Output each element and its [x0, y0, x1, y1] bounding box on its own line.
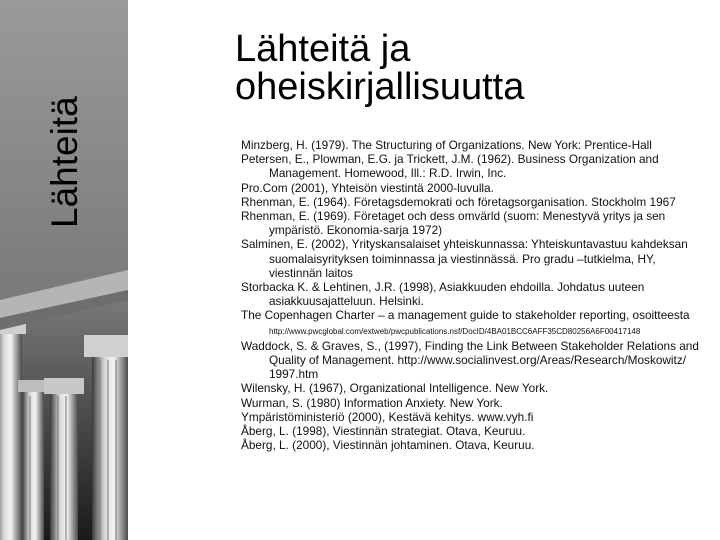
reference-item: Storbacka K. & Lehtinen, J.R. (1998), Asiakkuuden ehdoilla. Johdatus uuteen asiakkuusajatteluun. Helsinki.: [241, 280, 645, 309]
reference-item: Wilensky, H. (1967), Organizational Intelligence. New York.: [241, 381, 549, 396]
reference-item: Minzberg, H. (1979). The Structuring of Organizations. New York: Prentice-Hall: [241, 138, 652, 152]
sidebar-panel: [0, 0, 128, 540]
copenhagen-text: The Copenhagen Charter – a management guide to stakeholder reporting, osoitteesta: [241, 308, 690, 323]
reference-item: Waddock, S. & Graves, S., (1997), Finding the Link Between Stakeholder Relations and Quality of Management. http://www.socialinvest.org/Areas/Research/Moskowitz/ 1997.htm: [241, 338, 699, 382]
reference-item: Åberg, L. (1998), Viestinnän strategiat. Otava, Keuruu.: [241, 424, 526, 439]
reference-item: Wurman, S. (1980) Information Anxiety. New York.: [241, 395, 503, 410]
reference-item-copenhagen: [241, 308, 711, 338]
title-line-1: Lähteitä ja: [235, 28, 411, 70]
reference-item: Ympäristöministeriö (2000), Kestävä kehitys. www.vyh.fi: [241, 409, 534, 424]
reference-list: [241, 138, 711, 452]
copenhagen-url-link[interactable]: http://www.pwcglobal.com/extweb/pwcpublications.nsf/DocID/4BA01BCC6AFF35CD80256A6F00417148: [269, 326, 641, 336]
reference-item: Petersen, E., Plowman, E.G. ja Trickett, J.M. (1962). Business Organization and Management. Homewood, Ill.: R.D. Irwin, Inc.: [241, 152, 659, 181]
sidebar-title: Lähteitä: [44, 96, 85, 228]
reference-item: Rhenman, E. (1964). Företagsdemokrati och företagsorganisation. Stockholm 1967: [241, 194, 676, 209]
reference-item: Åberg, L. (2000), Viestinnän johtaminen. Otava, Keuruu.: [241, 438, 535, 453]
title-line-2: oheiskirjallisuutta: [235, 66, 525, 108]
reference-item: Salminen, E. (2002), Yrityskansalaiset yhteiskunnassa: Yhteiskuntavastuu kahdeksan suomalaisyrityksen toiminnassa ja viestinnässä. Pro gradu –tutkielma, HY, viestinnän laitos: [241, 237, 688, 280]
reference-item: Rhenman, E. (1969). Företaget och dess omvärld (suom: Menestyvä yritys ja sen ympäristö. Ekonomia-sarja 1972): [241, 209, 666, 238]
page-title: [235, 30, 524, 106]
reference-item: Pro.Com (2001), Yhteisön viestintä 2000-luvulla.: [241, 180, 494, 195]
